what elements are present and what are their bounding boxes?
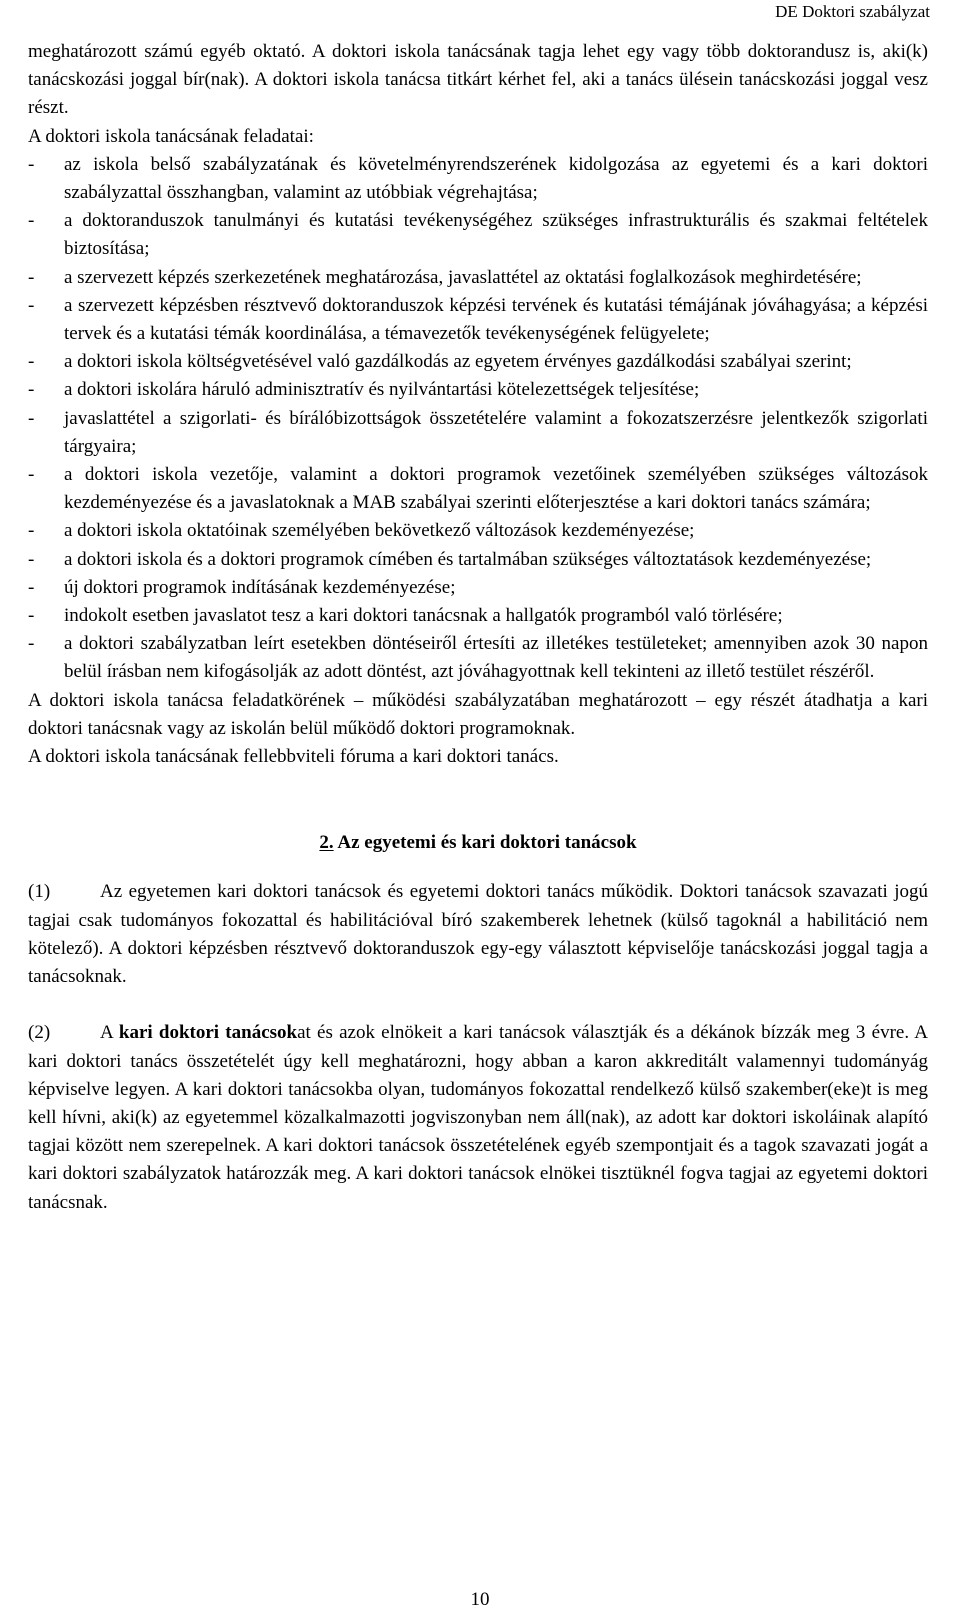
duty-text: a doktori iskola és a doktori programok címében és tartalmában szükséges változtatások kezdeményezése;: [64, 548, 872, 570]
paragraph-number: (1): [28, 881, 51, 903]
paragraph-text: Az egyetemen kari doktori tanácsok és egyetemi doktori tanács működik. Doktori tanácsok szavazati jogú tagjai csak tudományos fokozattal és habilitációval bíró szakemberek lehetnek (külső tagoknál a habilitáció nem kötelező). A doktori képzésben résztvevő doktoranduszok egy-egy választott képviselője tanácskozási joggal tagja a tanácsoknak.: [28, 881, 928, 988]
list-dash: -: [28, 266, 35, 288]
intro-paragraph: meghatározott számú egyéb oktató. A doktori iskola tanácsának tagja lehet egy vagy több doktorandusz is, aki(k) tanácskozási joggal bír(nak). A doktori iskola tanácsa titkárt kérhet fel, aki a tanács ülésein tanácskozási joggal vesz részt.: [28, 41, 928, 119]
section-number: 2.: [319, 832, 334, 854]
list-dash: -: [28, 520, 35, 542]
duties-list: [28, 151, 928, 687]
list-dash: -: [28, 294, 35, 316]
duties-heading: A doktori iskola tanácsának feladatai:: [28, 125, 314, 147]
duty-text: a doktoranduszok tanulmányi és kutatási tevékenységéhez szükséges infrastrukturális és szakmai feltételek biztosítása;: [64, 210, 928, 260]
duty-item: [28, 348, 928, 376]
list-dash: -: [28, 605, 35, 627]
section-title: Az egyetemi és kari doktori tanácsok: [337, 832, 637, 854]
duty-text: a doktori iskola oktatóinak személyében bekövetkező változások kezdeményezése;: [64, 520, 695, 542]
section-heading: [28, 829, 928, 857]
list-dash: -: [28, 633, 35, 655]
duty-item: [28, 376, 928, 404]
duty-text: új doktori programok indításának kezdeményezése;: [64, 576, 456, 598]
duty-text: a szervezett képzés szerkezetének meghatározása, javaslattétel az oktatási foglalkozások meghirdetésére;: [64, 266, 862, 288]
paragraph-text: at és azok elnökeit a kari tanácsok választják és a dékánok bízzák meg 3 évre. A kari doktori tanács összetételét úgy kell meghatározni, hogy abban a karon akkreditált valamennyi tudományág képviselve legyen. A kari doktori tanácsokba olyan, tudományos fokozattal rendelkező külső szakember(eke)t is meg kell hívni, aki(k) az egyetemmel közalkalmazotti jogviszonyban nem áll(nak), az adott kar doktori iskoláinak alapító tagjai között nem szerepelnek. A kari doktori tanácsok összetételének egyéb szempontjait és a tagok szavazati jogát a kari doktori szabályzatok határozzák meg. A kari doktori tanácsok elnökei tisztüknél fogva tagjai az egyetemi doktori tanácsnak.: [28, 1022, 928, 1213]
duty-item: [28, 405, 928, 461]
document-body: [28, 38, 928, 1245]
running-header: DE Doktori szabályzat: [775, 2, 930, 21]
page-number: 10: [470, 1589, 490, 1610]
paragraph-number: (2): [28, 1022, 51, 1044]
list-dash: -: [28, 210, 35, 232]
duty-item: [28, 151, 928, 207]
list-dash: -: [28, 576, 35, 598]
duty-item: [28, 546, 928, 574]
list-dash: -: [28, 153, 35, 175]
duty-text: indokolt esetben javaslatot tesz a kari doktori tanácsnak a hallgatók programból való törlésére;: [64, 605, 783, 627]
duty-text: a doktori iskolára háruló adminisztratív és nyilvántartási kötelezettségek teljesítése;: [64, 379, 700, 401]
paragraph-lead: A: [100, 1022, 119, 1044]
duty-text: a doktori iskola vezetője, valamint a doktori programok vezetőinek személyében szükséges változások kezdeményezése és a javaslatoknak a MAB szabályai szerinti előterjesztése a kari doktori tanács számára;: [64, 464, 928, 514]
numbered-paragraph-1: [28, 878, 928, 991]
duty-item: [28, 207, 928, 263]
list-dash: -: [28, 464, 35, 486]
duty-text: a doktori iskola költségvetésével való gazdálkodás az egyetem érvényes gazdálkodási szabályai szerint;: [64, 351, 852, 373]
list-dash: -: [28, 379, 35, 401]
duty-item: [28, 517, 928, 545]
closing-paragraph: A doktori iskola tanácsa feladatkörének – működési szabályzatában meghatározott – egy részét átadhatja a kari doktori tanácsnak vagy az iskolán belül működő doktori programoknak.: [28, 689, 928, 739]
numbered-paragraph-2: [28, 1019, 928, 1216]
duty-item: [28, 574, 928, 602]
duty-item: [28, 292, 928, 348]
duty-text: a doktori szabályzatban leírt esetekben döntéseiről értesíti az illetékes testületeket; amennyiben azok 30 napon belül írásban nem kifogásolják az adott döntést, azt jóváhagyottnak kell tekinteni az illető testület részéről.: [64, 633, 928, 683]
paragraph-bold-term: kari doktori tanácsok: [118, 1022, 298, 1044]
list-dash: -: [28, 351, 35, 373]
duty-item: [28, 602, 928, 630]
duty-text: a szervezett képzésben résztvevő doktoranduszok képzési tervének és kutatási témájának jóváhagyása; a képzési tervek és a kutatási témák koordinálása, a témavezetők tevékenységének felügyelete;: [64, 294, 928, 345]
duty-item: [28, 264, 928, 292]
appeal-forum-paragraph: A doktori iskola tanácsának fellebbviteli fóruma a kari doktori tanács.: [28, 746, 559, 768]
duty-item: [28, 630, 928, 686]
duty-text: az iskola belső szabályzatának és követelményrendszerének kidolgozása az egyetemi és a kari doktori szabályzattal összhangban, valamint az utóbbiak végrehajtása;: [64, 153, 928, 204]
duty-text: javaslattétel a szigorlati- és bírálóbizottságok összetételére valamint a fokozatszerzésre jelentkezők szigorlati tárgyaira;: [64, 407, 928, 457]
list-dash: -: [28, 548, 35, 570]
list-dash: -: [28, 407, 35, 429]
duty-item: [28, 461, 928, 517]
